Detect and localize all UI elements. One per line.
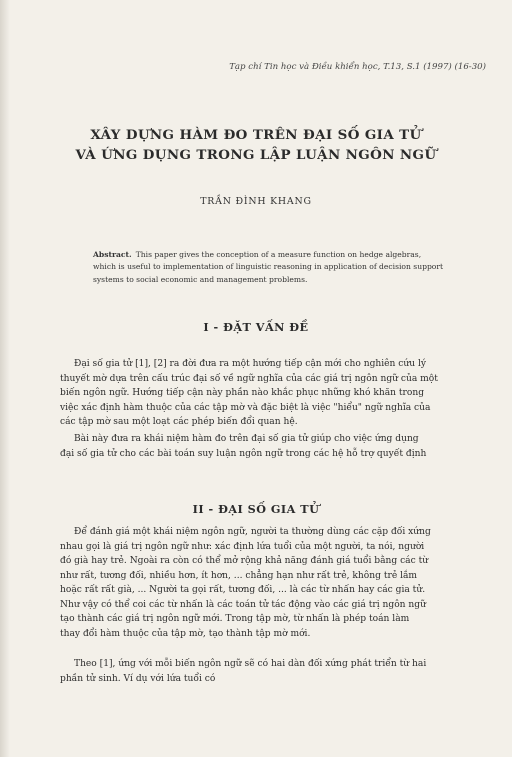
text-line: Bài này đưa ra khái niệm hàm đo trên đại số gia tử giúp cho việc ứng dụng	[74, 434, 419, 444]
text-line: Để đánh giá một khái niệm ngôn ngữ, người ta thường dùng các cặp đối xứng	[74, 527, 431, 537]
text-line: Như vậy có thể coi các từ nhấn là các toán tử tác động vào các giá trị ngôn ngữ	[60, 599, 426, 610]
paper-title-line-1: XÂY DỰNG HÀM ĐO TRÊN ĐẠI SỐ GIA TỬ	[90, 127, 422, 143]
abstract-text-1: This paper gives the conception of a measure function on hedge algebras,	[135, 250, 422, 259]
text-line: đại số gia tử cho các bài toán suy luận ngôn ngữ trong các hệ hỗ trợ quyết định	[60, 448, 427, 459]
text-line: Theo [1], ứng với mỗi biến ngôn ngữ sẽ có hai dàn đối xứng phát triển từ hai	[74, 659, 427, 669]
text-line: các tập mờ sau một loạt các phép biến đổi quan hệ.	[60, 417, 298, 427]
abstract-line-1	[93, 249, 498, 261]
section-2-paragraph-2	[60, 657, 496, 686]
section-2-heading: II - ĐẠI SỐ GIA TỬ	[192, 502, 320, 516]
paper-title-line-2: VÀ ỨNG DỤNG TRONG LẬP LUẬN NGÔN NGỮ	[75, 147, 437, 163]
text-line: phần tử sinh. Ví dụ với lứa tuổi có	[60, 673, 216, 684]
abstract-line-2: which is useful to implementation of linguistic reasoning in application of decision support	[93, 262, 444, 272]
section-1-heading: I - ĐẶT VẤN ĐỀ	[203, 320, 309, 334]
abstract-line-3: systems to social economic and management problems.	[93, 274, 308, 284]
section-2-paragraph-1	[60, 525, 496, 641]
text-line: đó già hay trẻ. Ngoài ra còn có thể mở rộng khả năng đánh giá tuổi bằng các từ	[60, 556, 429, 566]
text-line: biến ngôn ngữ. Hướng tiếp cận này phần nào khắc phục những khó khăn trong	[60, 388, 425, 398]
text-line: Đại số gia tử [1], [2] ra đời đưa ra một hướng tiếp cận mới cho nghiên cứu lý	[74, 359, 427, 369]
abstract-block	[93, 249, 498, 286]
text-line: việc xác định hàm thuộc của các tập mờ và đặc biệt là việc "hiểu" ngữ nghĩa của	[60, 402, 431, 413]
text-line: hoặc rất rất già, ... Người ta gọi rất, tương đối, ... là các từ nhấn hay các gia tử.	[60, 585, 426, 595]
author-name: TRẦN ĐÌNH KHANG	[200, 196, 312, 207]
text-line: tạo thành các giá trị ngôn ngữ mới. Trong tập mờ, từ nhấn là phép toán làm	[60, 614, 410, 624]
text-line: nhau gọi là giá trị ngôn ngữ như: xác định lứa tuổi của một người, ta nói, người	[60, 541, 425, 552]
text-line: thay đổi hàm thuộc của tập mờ, tạo thành tập mờ mới.	[60, 628, 311, 639]
text-line: thuyết mờ dựa trên cấu trúc đại số về ngữ nghĩa của các giá trị ngôn ngữ của một	[60, 373, 438, 384]
section-1-paragraph-1	[60, 357, 496, 430]
section-1-paragraph-2	[60, 432, 496, 461]
abstract-label: Abstract.	[93, 250, 132, 259]
text-line: như rất, tương đối, nhiều hơn, ít hơn, ... chẳng hạn như rất trẻ, không trẻ lắm	[60, 570, 418, 581]
page-edge-shadow	[0, 0, 10, 757]
journal-citation: Tạp chí Tin học và Điều khiển học, T.13, S.1 (1997) (16-30)	[229, 62, 486, 72]
